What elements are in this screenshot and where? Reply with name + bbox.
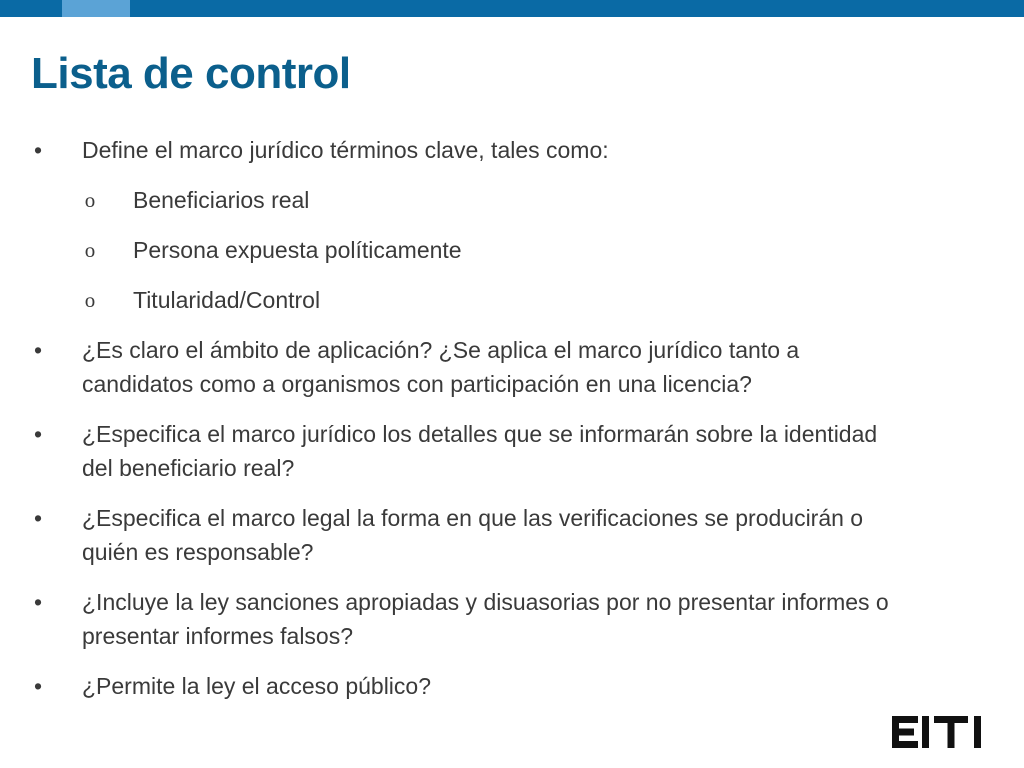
bullet-text <box>82 585 1002 653</box>
logo-letter-e-middle <box>892 729 914 736</box>
bullet-marker: • <box>33 421 43 447</box>
sub-bullet-marker: o <box>84 238 96 262</box>
bullet-text-line: Beneficiarios real <box>133 187 310 213</box>
bullet-item <box>0 585 1024 653</box>
sub-bullet-item <box>0 233 1024 267</box>
bullet-item <box>0 133 1024 167</box>
sub-bullet-marker: o <box>84 188 96 212</box>
logo-letter-t-stem <box>948 716 955 748</box>
bullet-text-line: del beneficiario real? <box>82 455 295 481</box>
bullet-marker: • <box>33 673 43 699</box>
logo-letter-e-top <box>892 716 918 723</box>
bullet-text <box>82 333 1002 401</box>
top-accent-bar <box>0 0 1024 17</box>
bullet-text-line: candidatos como a organismos con participación en una licencia? <box>82 371 752 397</box>
bullet-text-line: Persona expuesta políticamente <box>133 237 462 263</box>
bullet-text <box>82 501 1002 569</box>
bullet-item <box>0 417 1024 485</box>
bullet-text <box>82 669 1002 703</box>
logo-letter-i-first <box>922 716 929 748</box>
bullet-marker: • <box>33 589 43 615</box>
bullet-text-line: ¿Incluye la ley sanciones apropiadas y disuasorias por no presentar informes o <box>82 589 889 615</box>
bullet-text-line: Titularidad/Control <box>133 287 321 313</box>
slide-title: Lista de control <box>31 49 351 98</box>
logo-letter-i-second <box>974 716 981 748</box>
top-bar-segment-left <box>0 0 62 17</box>
bullet-marker: • <box>33 337 43 363</box>
bullet-text-line: presentar informes falsos? <box>82 623 354 649</box>
bullet-text <box>133 283 993 317</box>
sub-bullet-item <box>0 183 1024 217</box>
bullet-text <box>82 133 1002 167</box>
bullet-text <box>133 183 993 217</box>
bullet-text-line: ¿Especifica el marco legal la forma en que las verificaciones se producirán o <box>82 505 864 531</box>
bullet-text-line: quién es responsable? <box>82 539 314 565</box>
bullet-item <box>0 669 1024 703</box>
bullet-marker: • <box>33 137 43 163</box>
bullet-item <box>0 501 1024 569</box>
sub-bullet-marker: o <box>84 288 96 312</box>
logo-letter-e-bottom <box>892 741 918 748</box>
sub-bullet-item <box>0 283 1024 317</box>
eiti-logo <box>892 716 988 748</box>
bullet-text-line: ¿Permite la ley el acceso público? <box>82 673 431 699</box>
bullet-text-line: Define el marco jurídico términos clave, tales como: <box>82 137 609 163</box>
top-bar-segment-highlight <box>62 0 130 17</box>
top-bar-segment-main <box>130 0 1024 17</box>
bullet-text-line: ¿Especifica el marco jurídico los detalles que se informarán sobre la identidad <box>82 421 878 447</box>
bullet-marker: • <box>33 505 43 531</box>
bullet-item <box>0 333 1024 401</box>
bullet-text <box>82 417 1002 485</box>
bullet-text-line: ¿Es claro el ámbito de aplicación? ¿Se aplica el marco jurídico tanto a <box>82 337 800 363</box>
bullet-text <box>133 233 993 267</box>
